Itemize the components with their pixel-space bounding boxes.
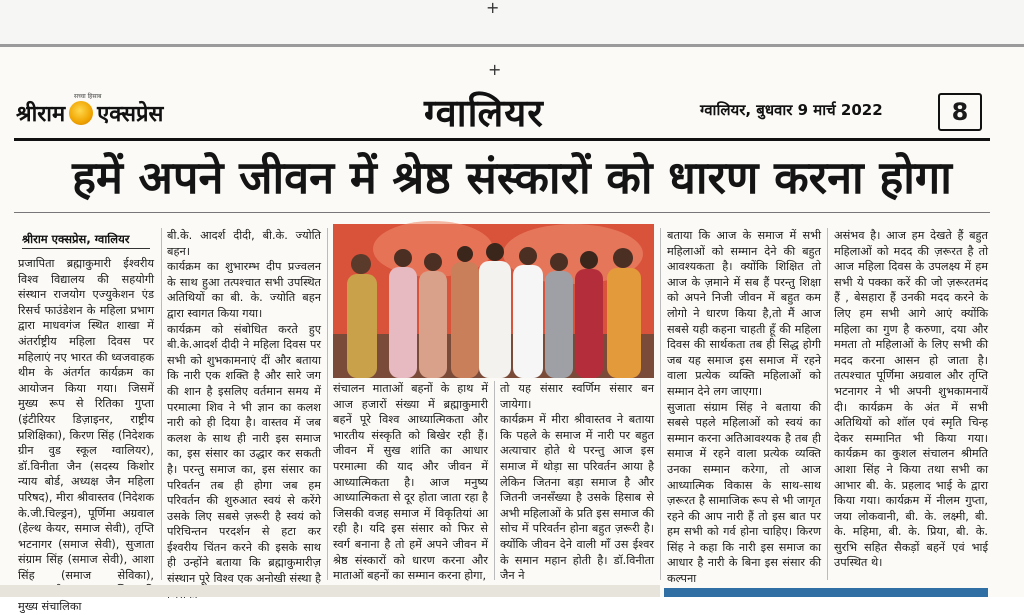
article-column-2: बी.के. आदर्श दीदी, बी.के. ज्योति बहन। कार्यक्रम का शुभारम्भ दीप प्रज्वलन के साथ हुआ तत्पश्चात सभी उपस्थित अतिथियों का बी. के. ज्योति बहन द्वारा स्वागत किया गया। कार्यक्रम को संबोधित करते हुए बी.के.आदर्श दीदी ने महिला दिवस पर सभी को शुभकामनाएं दीं और बताया कि नारी एक शक्ति है और सारे जग की शान है इसलिए वर्तमान समय में परमात्मा शिव ने भी ज्ञान का कलश नारी को ही दिया है। वास्तव में जब कलश के साथ ही नारी इस समाज का, इस संसार का उद्धार कर सकती है। परन्तु समाज का, इस संसार का परिवर्तन तब ही होगा जब हम परिवर्तन की शुरुआत स्वयं से करेंगे उसके लिए सबसे ज़रूरी है स्वयं को परिचिन्तन परदर्शन से हटा कर ईश्वरीय चिंतन करने की इसके साथ ही उन्होंने बताया कि ब्रह्माकुमारीज़ संस्थान पूरे विश्व एक अनोखी संस्था है (167, 229, 321, 586)
next-article-bar (664, 588, 988, 597)
column-divider (494, 381, 495, 580)
headline-rule (14, 212, 990, 213)
column-divider (327, 228, 328, 580)
edition-city: ग्वालियर (424, 90, 544, 135)
next-headline-cropped (0, 585, 660, 597)
article-column-3: संचालन माताओं बहनों के हाथ में आज हजारों संख्या में ब्रह्माकुमारी बहनें पूरे विश्व आध्यात्मिकता और भारतीय संस्कृति को बिखेर रही हैं। जीवन में सुख शांति का आधार परमात्मा की याद और जीवन में आध्यात्मिकता है। आज मनुष्य आध्यात्मिकता से दूर होता जाता रहा है जिसकी वजह समाज में विकृतियां आ रही है। यदि इस संसार को फिर से स्वर्ग बनाना है तो हमें अपने जीवन में श्रेष्ठ संस्कारों को धारण करना और माताओं बहनों का सम्मान करना होगा, (333, 382, 488, 583)
article-column-5: बताया कि आज के समाज में सभी महिलाओं को सम्मान देने की बहुत आवश्यकता है। क्योंकि शिक्षित तो आज के ज़माने में सब हैं परन्तु शिक्षा को अपने निजी जीवन में बहुत कम लोगो ने धारण किया है,तो मैं आज सबसे यही कहना चाहती हूँ की महिला दिवस की सार्थकता तब ही सिद्ध होगी जब यह समाज इस समाज में रहने वाला प्रत्येक व्यक्ति महिलाओं को सम्मान देने लग जाएगा। सुजाता संग्राम सिंह ने बताया की सबसे पहले महिलाओं को स्वयं का सम्मान करना अतिआवश्यक है तब ही समाज में रहने वाला प्रत्येक व्यक्ति उनका सम्मान करेगा, तो आज आध्यात्मिक विकास के साथ-साथ ज़रूरत है सामाजिक रूप से भी जागृत रहने की आप नारी हैं तो इस बात पर हम सभी को गर्व होना चाहिए। किरण सिंह ने कहा कि नारी इस समाज का आधार है नारी के बिना इस संसार की कल्पना (667, 229, 821, 586)
column-divider (827, 228, 828, 580)
registration-mark-page: + (488, 60, 502, 79)
column-divider (161, 228, 162, 580)
masthead-logo (16, 93, 226, 130)
column-divider (660, 228, 661, 580)
logo-text-right: एक्सप्रेस (97, 101, 164, 127)
top-margin-strip (0, 0, 1024, 47)
sun-logo-icon (69, 101, 93, 125)
article-headline: हमें अपने जीवन में श्रेष्ठ संस्कारों को धारण करना होगा (72, 151, 952, 204)
byline: श्रीराम एक्सप्रेस, ग्वालियर (22, 232, 130, 246)
registration-mark: + (486, 0, 500, 17)
event-photo-illustration (333, 224, 654, 378)
byline-rule (22, 248, 150, 249)
article-column-4: तो यह संसार स्वर्णिम संसार बन जायेगा। कार्यक्रम में मीरा श्रीवास्तव ने बताया कि पहले के समाज में नारी पर बहुत अत्याचार होते थे परन्तु आज इस समाज में थोड़ा सा परिवर्तन आया है लेकिन जितना बड़ा समाज है और जितनी जनसँख्या है उसके हिसाब से अभी महिलाओं के प्रति इस समाज की सोच में परिवर्तन होना बहुत ज़रूरी है। क्योंकि जीवन देने वाली माँ उस ईश्वर के समान महान होती है। डॉ.विनीता जैन ने (500, 382, 654, 583)
article-column-6: असंभव है। आज हम देखते हैं बहुत महिलाओं को मदद की ज़रूरत है तो आज महिला दिवस के उपलक्ष्य में हम सभी ये पक्का करें की जो ज़रूरतमंद हैं , बेसहारा हैं उनकी मदद करने के लिए हम सभी आगे आएं क्योंकि महिला का गुण है करुणा, दया और ममता तो महिलाओं के लिए सभी की मदद करना आसन हो जाता है। तत्पश्चात पूर्णिमा अग्रवाल और तृप्ति भटनागर ने भी अपनी शुभकामनायें दी। कार्यक्रम के अंत में सभी अतिथियों को शॉल एवं स्मृति चिन्ह देकर सम्मानित भी किया गया। कार्यक्रम का कुशल संचालन श्रीमति आशा सिंह ने किया तथा सभी का आभार बी. के. प्रहलाद भाई के द्वारा किया गया। कार्यक्रम में नीलम गुप्ता, जया लोकवानी, बी. के. लक्ष्मी, बी. के. महिमा, बी. के. प्रिया, बी. के. सुरभि सहित सैकड़ों बहनें एवं भाई उपस्थित थे। (834, 229, 988, 570)
dateline: ग्वालियर, बुधवार 9 मार्च 2022 (700, 101, 883, 119)
masthead-rule (14, 138, 990, 141)
logo-tagline: सच्चा हिसाब (74, 93, 102, 100)
logo-text-left: श्रीराम (16, 101, 66, 127)
event-photo (333, 224, 654, 378)
page-number: 8 (938, 93, 982, 131)
article-column-1: प्रजापिता ब्रह्माकुमारी ईश्वरीय विश्व विद्यालय की सहयोगी संस्थान राजयोग एज्युकेशन एंड रिसर्च फाउंडेशन के महिला प्रभाग द्वारा माधवगंज स्थित शाखा में अंतर्राष्ट्रीय महिला दिवस पर महिलाएं नए भारत की ध्वजवाहक थीम के अंतर्गत कार्यक्रम का आयोजन किया गया। जिसमें मुख्य रूप से रितिका गुप्ता (इंटीरियर डिज़ाइनर, राष्ट्रीय प्रशिक्षिका), किरण सिंह (निदेशक ग्रीन वुड स्कूल ग्वालियर), डॉ.विनीता जैन (सदस्य किशोर न्याय बोर्ड, अध्यक्ष जैन महिला परिषद), मीरा श्रीवास्तव (निदेशक के.जी.चिल्ड्रन), पूर्णिमा अग्रवाल (हेल्थ केयर, समाज सेवी), तृप्ति भटनागर (समाज सेवी), सुजाता संग्राम सिंह (समाज सेवी), आशा सिंह (समाज सेविका), मुख्य संचालिका (18, 257, 154, 614)
